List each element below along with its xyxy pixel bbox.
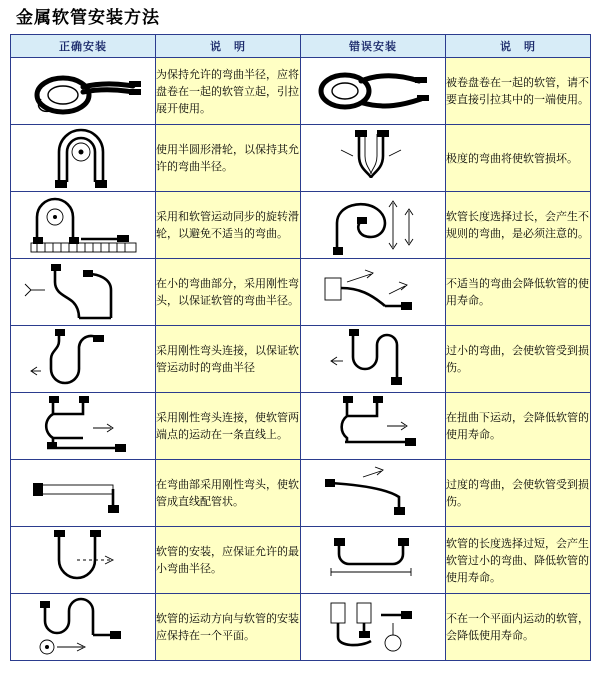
figure-hose-motion-out-of-plane <box>301 594 446 661</box>
figure-hose-too-short-sharp-bend <box>301 527 446 594</box>
figure-hose-with-synchronized-rotating-sheave-chain <box>11 192 156 259</box>
description-text: 被卷盘卷在一起的软管，请不要直接引拉其中的一端使用。 <box>446 58 591 125</box>
description-text: 采用和软管运动同步的旋转滑轮，以避免不适当的弯曲。 <box>156 192 301 259</box>
table-row <box>11 393 591 460</box>
table-row <box>11 192 591 259</box>
page-title: 金属软管安装方法 <box>16 8 160 28</box>
header-wrong-install: 错误安装 <box>301 35 446 58</box>
figure-rigid-elbow-at-small-bend <box>11 259 156 326</box>
description-text: 不在一个平面内运动的软管，会降低使用寿命。 <box>446 594 591 661</box>
table-header-row <box>11 35 591 58</box>
figure-hose-motion-in-same-plane <box>11 594 156 661</box>
description-text: 在小的弯曲部分，采用刚性弯头，以保证软管的弯曲半径。 <box>156 259 301 326</box>
table-row <box>11 125 591 192</box>
figure-rigid-elbow-connection-u-loop <box>11 326 156 393</box>
table-row <box>11 594 591 661</box>
figure-too-small-bend-radius-loop <box>301 326 446 393</box>
figure-hose-minimum-allowable-bend-radius <box>11 527 156 594</box>
figure-hose-sharp-v-bend <box>301 125 446 192</box>
description-text: 软管长度选择过长，会产生不规则的弯曲，是必须注意的。 <box>446 192 591 259</box>
description-text: 软管的安装，应保证允许的最小弯曲半径。 <box>156 527 301 594</box>
table-row <box>11 259 591 326</box>
description-text: 过度的弯曲，会使软管受到损伤。 <box>446 460 591 527</box>
description-text: 软管的长度选择过短，会产生软管过小的弯曲、降低软管的使用寿命。 <box>446 527 591 594</box>
header-wrong-description: 说 明 <box>446 35 591 58</box>
table-row <box>11 460 591 527</box>
figure-coiled-hose-pulled-from-middle <box>301 58 446 125</box>
description-text: 采用刚性弯头连接，以保证软管运动时的弯曲半径 <box>156 326 301 393</box>
header-correct-description: 说 明 <box>156 35 301 58</box>
figure-coiled-hose-standing-upright <box>11 58 156 125</box>
figure-hose-too-long-irregular-bend <box>301 192 446 259</box>
description-text: 在扭曲下运动，会降低软管的使用寿命。 <box>446 393 591 460</box>
description-text: 极度的弯曲将使软管损坏。 <box>446 125 591 192</box>
description-text: 不适当的弯曲会降低软管的使用寿命。 <box>446 259 591 326</box>
figure-excessive-bend-at-elbow <box>301 460 446 527</box>
description-text: 在弯曲部采用刚性弯头，使软管成直线配管状。 <box>156 460 301 527</box>
description-text: 软管的运动方向与软管的安装应保持在一个平面。 <box>156 594 301 661</box>
figure-hose-twisted-under-motion <box>301 393 446 460</box>
description-text: 使用半圆形滑轮，以保持其允许的弯曲半径。 <box>156 125 301 192</box>
figure-improper-bend-at-fitting <box>301 259 446 326</box>
table-row <box>11 58 591 125</box>
header-correct-install: 正确安装 <box>11 35 156 58</box>
figure-rigid-elbow-straight-piping <box>11 460 156 527</box>
table-row <box>11 326 591 393</box>
figure-hose-over-semicircular-sheave <box>11 125 156 192</box>
description-text: 过小的弯曲，会使软管受到损伤。 <box>446 326 591 393</box>
description-text: 采用刚性弯头连接，使软管两端点的运动在一条直线上。 <box>156 393 301 460</box>
table-row <box>11 527 591 594</box>
figure-rigid-elbows-both-ends-straight-line <box>11 393 156 460</box>
description-text: 为保持允许的弯曲半径，应将盘卷在一起的软管立起，引拉展开使用。 <box>156 58 301 125</box>
installation-methods-table <box>10 34 591 661</box>
